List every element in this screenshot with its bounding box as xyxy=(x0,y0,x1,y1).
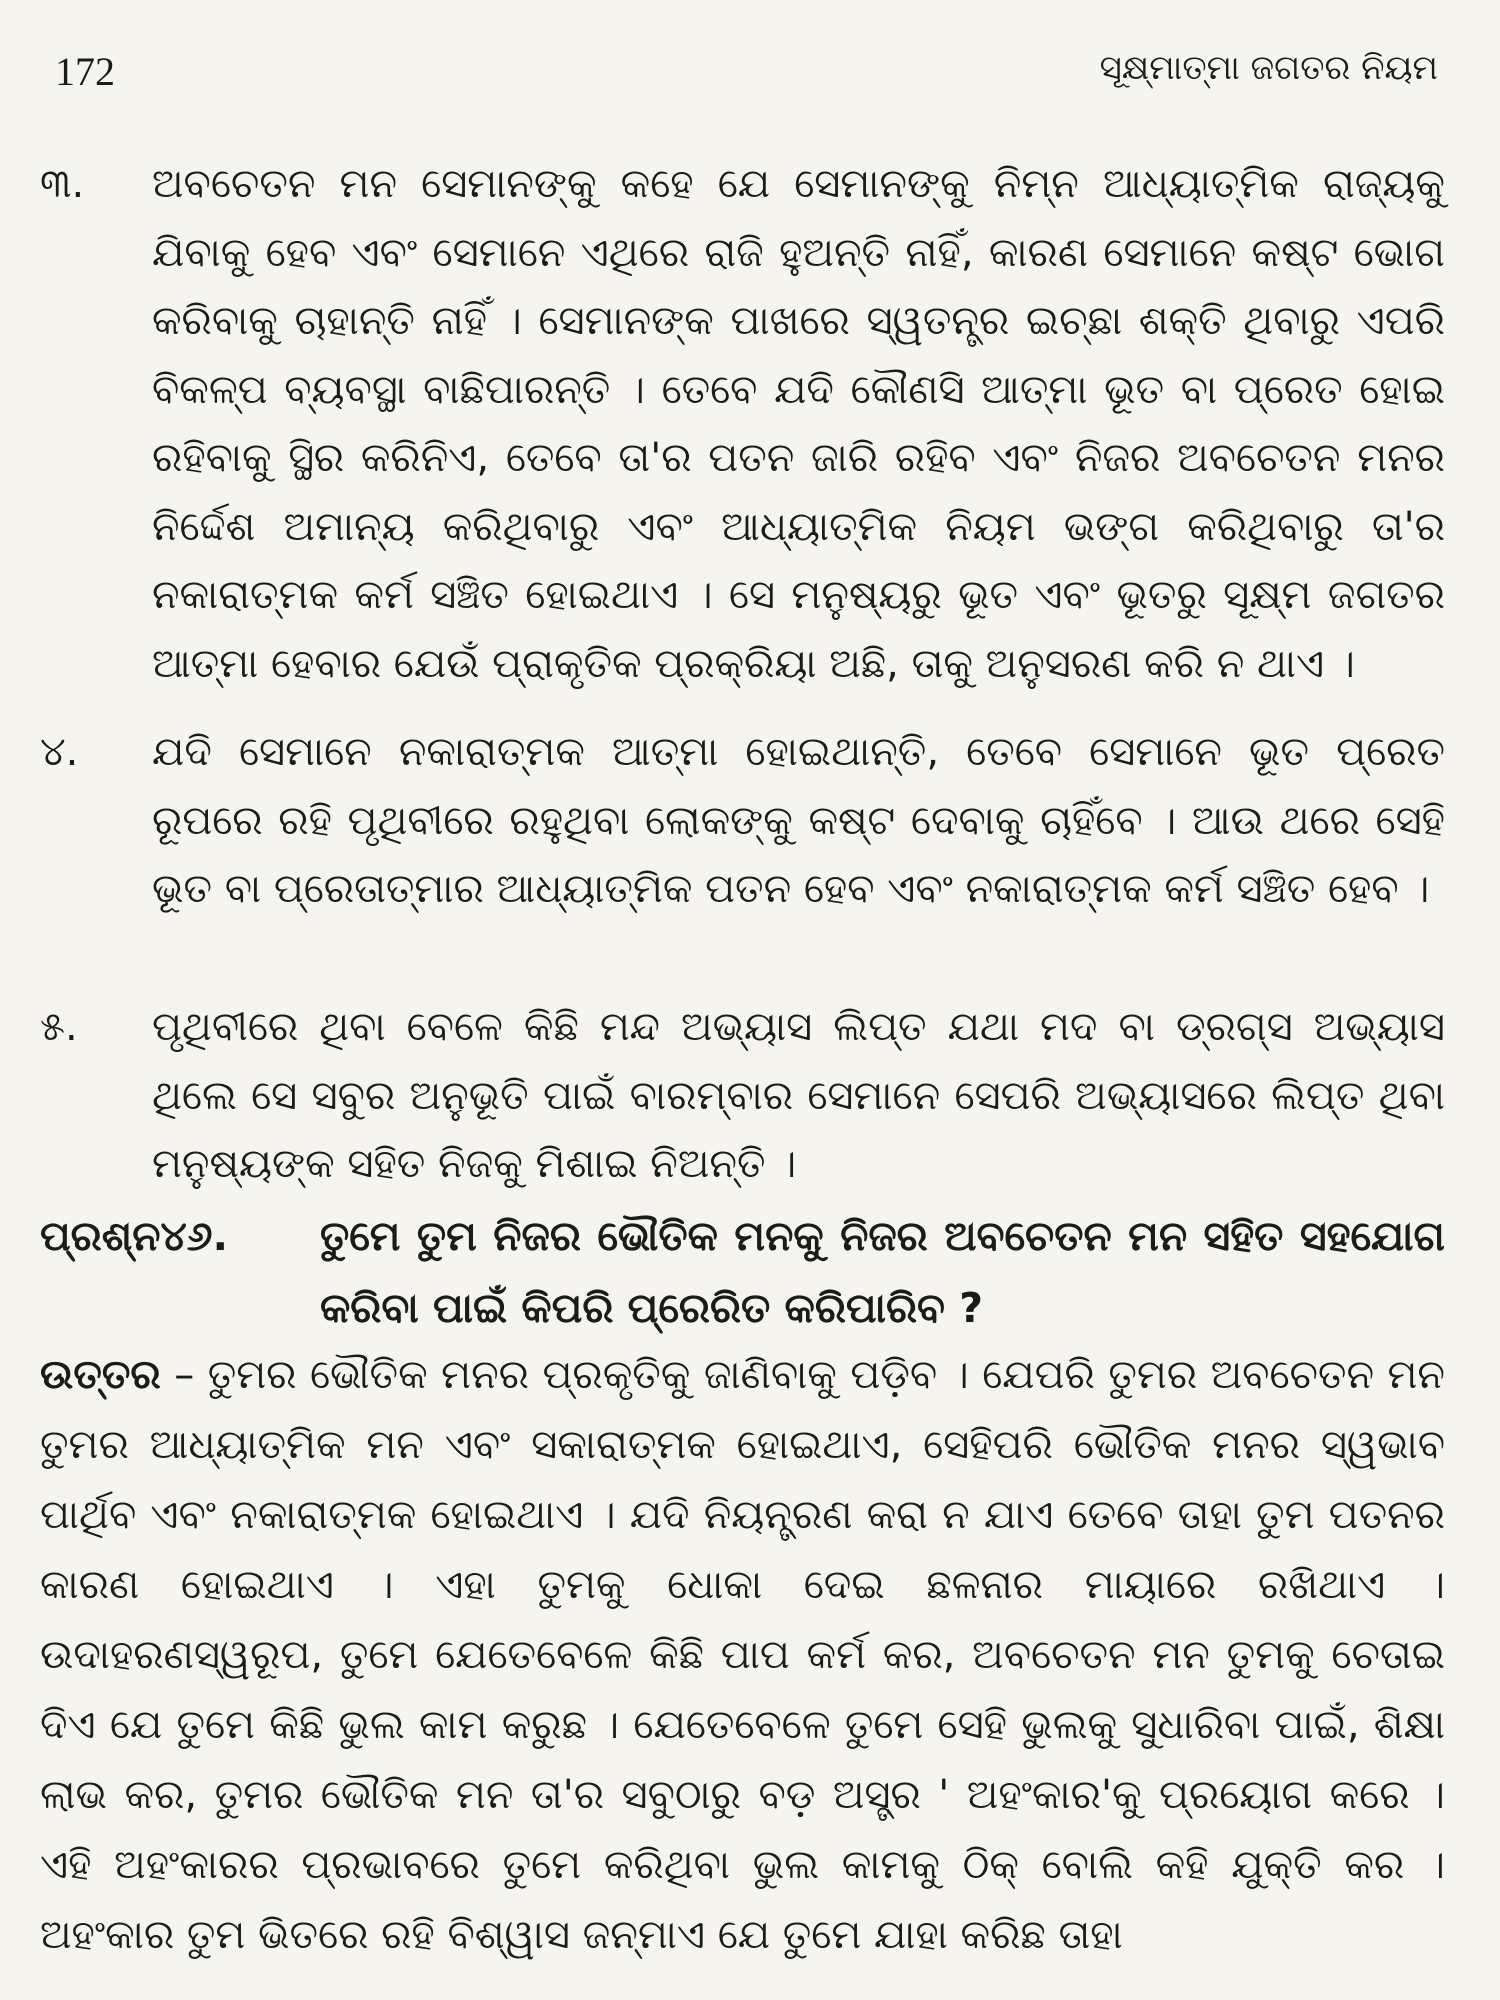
page-number: 172 xyxy=(55,49,115,94)
list-item-number: ୫. xyxy=(40,1004,78,1050)
list-item-3 xyxy=(40,150,1445,698)
question-number: ପ୍ରଶ୍ନ୪୬. xyxy=(40,1212,229,1260)
question-text: ତୁମେ ତୁମ ନିଜର ଭୌତିକ ମନକୁ ନିଜର ଅବଚେତନ ମନ ସହିତ ସହଯୋଗ କରିବା ପାଇଁ କିପରି ପ୍ରେରିତ କରିପାରିବ ? xyxy=(320,1212,1445,1332)
running-title: ସୂକ୍ଷ୍ମାତ୍ମା ଜଗତର ନିୟମ xyxy=(1099,48,1438,88)
list-item-number: ୩. xyxy=(40,161,85,207)
answer-text: – ତୁମର ଭୌତିକ ମନର ପ୍ରକୃତିକୁ ଜାଣିବାକୁ ପଡ଼ିବ । ଯେପରି ତୁମର ଅବଚେତନ ମନ ତୁମର ଆଧ୍ୟାତ୍ମିକ ମନ ଏବଂ ସକାରାତ୍ମକ ହୋଇଥାଏ, ସେହିପରି ଭୌତିକ ମନର ସ୍ୱଭାବ ପାର୍ଥିବ ଏବଂ ନକାରାତ୍ମକ ହୋଇଥାଏ । ଯଦି ନିୟନ୍ତ୍ରଣ କରା ନ ଯାଏ ତେବେ ତାହା ତୁମ ପତନର କାରଣ ହୋଇଥାଏ । ଏହା ତୁମକୁ ଧୋକା ଦେଇ ଛଳନାର ମାୟାରେ ରଖିଥାଏ । ଉଦାହରଣସ୍ୱରୂପ, ତୁମେ ଯେତେବେଳେ କିଛି ପାପ କର୍ମ କର, ଅବଚେତନ ମନ ତୁମକୁ ଚେତାଇ ଦିଏ ଯେ ତୁମେ କିଛି ଭୁଲ କାମ କରୁଛ । ଯେତେବେଳେ ତୁମେ ସେହି ଭୁଲକୁ ସୁଧାରିବା ପାଇଁ, ଶିକ୍ଷା ଲାଭ କର, ତୁମର ଭୌତିକ ମନ ତା'ର ସବୁଠାରୁ ବଡ଼ ଅସ୍ତ୍ର ' ଅହଂକାର'କୁ ପ୍ରୟୋଗ କରେ । ଏହି ଅହଂକାରର ପ୍ରଭାବରେ ତୁମେ କରିଥିବା ଭୁଲ କାମକୁ ଠିକ୍ ବୋଲି କହି ଯୁକ୍ତି କର । ଅହଂକାର ତୁମ ଭିତରେ ରହି ବିଶ୍ୱାସ ଜନ୍ମାଏ ଯେ ତୁମେ ଯାହା କରିଛ ତାହା xyxy=(40,1352,1445,1958)
list-item-5 xyxy=(40,993,1445,1199)
list-item-4 xyxy=(40,718,1445,924)
list-item-text: ଯଦି ସେମାନେ ନକାରାତ୍ମକ ଆତ୍ମା ହୋଇଥାନ୍ତି, ତେବେ ସେମାନେ ଭୂତ ପ୍ରେତ ରୂପରେ ରହି ପୃଥିବୀରେ ରହୁଥିବା ଲୋକଙ୍କୁ କଷ୍ଟ ଦେବାକୁ ଚାହିଁବେ । ଆଉ ଥରେ ସେହି ଭୂତ ବା ପ୍ରେତାତ୍ମାର ଆଧ୍ୟାତ୍ମିକ ପତନ ହେବ ଏବଂ ନକାରାତ୍ମକ କର୍ମ ସଞ୍ଚିତ ହେବ । xyxy=(152,729,1445,912)
question-heading xyxy=(40,1200,1445,1344)
answer-paragraph xyxy=(40,1340,1445,1970)
list-item-number: ୪. xyxy=(40,729,79,775)
list-item-text: ଅବଚେତନ ମନ ସେମାନଙ୍କୁ କହେ ଯେ ସେମାନଙ୍କୁ ନିମ୍ନ ଆଧ୍ୟାତ୍ମିକ ରାଜ୍ୟକୁ ଯିବାକୁ ହେବ ଏବଂ ସେମାନେ ଏଥିରେ ରାଜି ହୁଅନ୍ତି ନାହିଁ, କାରଣ ସେମାନେ କଷ୍ଟ ଭୋଗ କରିବାକୁ ଚାହାନ୍ତି ନାହିଁ । ସେମାନଙ୍କ ପାଖରେ ସ୍ୱତନ୍ତ୍ର ଇଚ୍ଛା ଶକ୍ତି ଥିବାରୁ ଏପରି ବିକଳ୍ପ ବ୍ୟବସ୍ଥା ବାଛିପାରନ୍ତି । ତେବେ ଯଦି କୌଣସି ଆତ୍ମା ଭୂତ ବା ପ୍ରେତ ହୋଇ ରହିବାକୁ ସ୍ଥିର କରିନିଏ, ତେବେ ତା'ର ପତନ ଜାରି ରହିବ ଏବଂ ନିଜର ଅବଚେତନ ମନର ନିର୍ଦ୍ଦେଶ ଅମାନ୍ୟ କରିଥିବାରୁ ଏବଂ ଆଧ୍ୟାତ୍ମିକ ନିୟମ ଭଙ୍ଗ କରିଥିବାରୁ ତା'ର ନକାରାତ୍ମକ କର୍ମ ସଞ୍ଚିତ ହୋଇଥାଏ । ସେ ମନୁଷ୍ୟରୁ ଭୂତ ଏବଂ ଭୂତରୁ ସୂକ୍ଷ୍ମ ଜଗତର ଆତ୍ମା ହେବାର ଯେଉଁ ପ୍ରାକୃତିକ ପ୍ରକ୍ରିୟା ଅଛି, ତାକୁ ଅନୁସରଣ କରି ନ ଥାଏ । xyxy=(152,161,1445,687)
list-item-text: ପୃଥିବୀରେ ଥିବା ବେଳେ କିଛି ମନ୍ଦ ଅଭ୍ୟାସ ଲିପ୍ତ ଯଥା ମଦ ବା ଡ୍ରଗ୍ସ ଅଭ୍ୟାସ ଥିଲେ ସେ ସବୁର ଅନୁଭୂତି ପାଇଁ ବାରମ୍ବାର ସେମାନେ ସେପରି ଅଭ୍ୟାସରେ ଲିପ୍ତ ଥିବା ମନୁଷ୍ୟଙ୍କ ସହିତ ନିଜକୁ ମିଶାଇ ନିଅନ୍ତି । xyxy=(152,1004,1445,1187)
answer-label: ଉତ୍ତର xyxy=(40,1352,161,1398)
